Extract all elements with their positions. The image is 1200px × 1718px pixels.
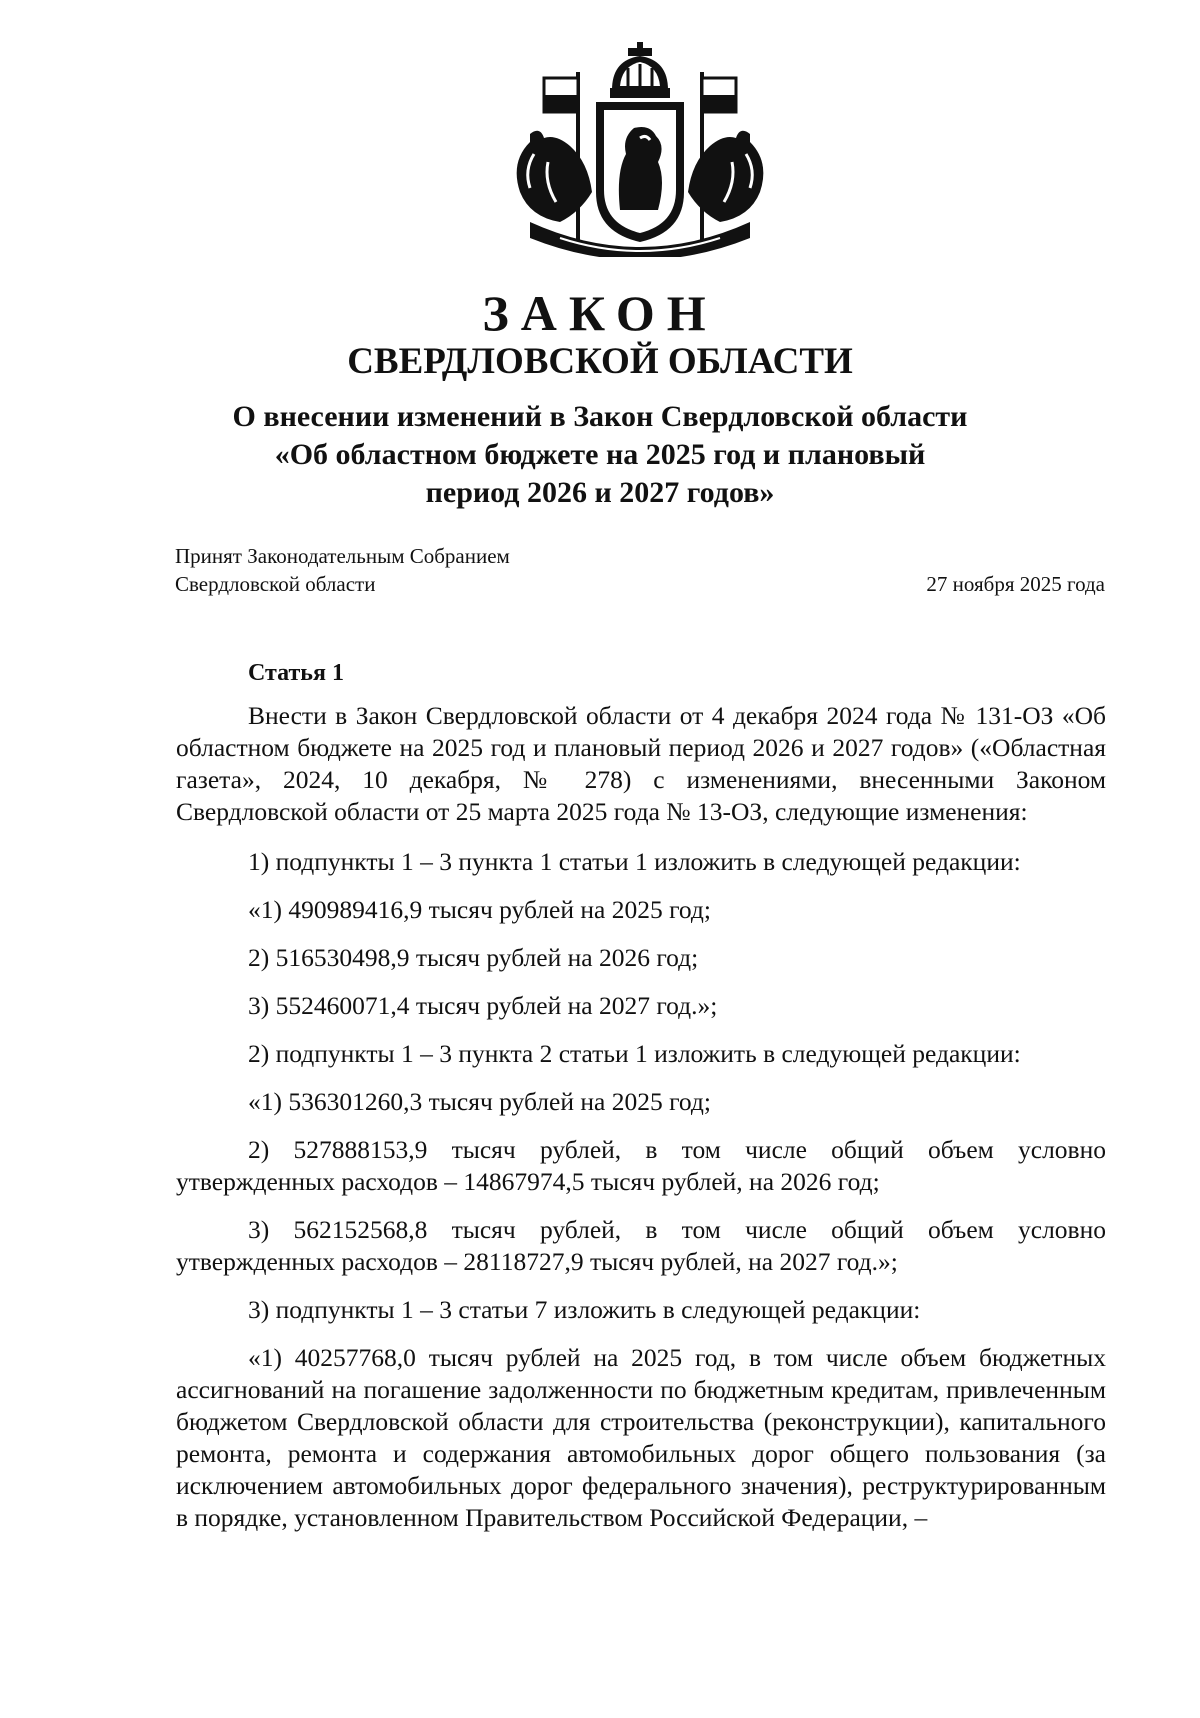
region-subtitle: СВЕРДЛОВСКОЙ ОБЛАСТИ <box>347 341 853 382</box>
paragraph: 2) подпункты 1 – 3 пункта 2 статьи 1 изложить в следующей редакции: <box>248 1039 1021 1068</box>
paragraph: 2) 516530498,9 тысяч рублей на 2026 год; <box>248 943 699 972</box>
shield-icon <box>596 102 684 242</box>
coat-of-arms-emblem <box>500 42 780 257</box>
paragraph: «1) 490989416,9 тысяч рублей на 2025 год; <box>248 895 711 924</box>
adoption-date: 27 ноября 2025 года <box>926 572 1105 596</box>
paragraph: 3) 552460071,4 тысяч рублей на 2027 год.»; <box>248 991 718 1020</box>
paragraph: «1) 40257768,0 тысяч рублей на 2025 год, в том числе объем бюджетных ассигнований на погашение задолженности по бюджетным кредитам, привлеченным бюджетом Свердловской области для строительства (реконструкции), капитального ремонта, ремонта и содержания автомобильных дорог общего пользования (за исключением автомобильных дорог федерального значения), реструктурированным в порядке, установленном Правительством Российской Федерации, – <box>176 1343 1106 1532</box>
paragraph: 3) подпункты 1 – 3 статьи 7 изложить в следующей редакции: <box>248 1295 921 1324</box>
paragraph: 1) подпункты 1 – 3 пункта 1 статьи 1 изложить в следующей редакции: <box>248 847 1021 876</box>
paragraph: Внести в Закон Свердловской области от 4 декабря 2024 года № 131-ОЗ «Об областном бюджете на 2025 год и плановый период 2026 и 2027 годов» («Областная газета», 2024, 10 декабря, № 278) с изменениями, внесенными Законом Свердловской области от 25 марта 2025 года № 13-ОЗ, следующие изменения: <box>176 701 1106 826</box>
article-heading: Статья 1 <box>248 660 344 686</box>
right-griffin-icon <box>688 131 763 222</box>
crown-icon <box>610 42 670 98</box>
law-name-line: «Об областном бюджете на 2025 год и плановый <box>274 438 926 471</box>
paragraph: «1) 536301260,3 тысяч рублей на 2025 год; <box>248 1087 711 1116</box>
paragraph: 3) 562152568,8 тысяч рублей, в том числе общий объем условно утвержденных расходов – 28118727,9 тысяч рублей, на 2027 год.»; <box>176 1215 1106 1276</box>
article-body <box>176 700 1106 1550</box>
law-name-line: период 2026 и 2027 годов» <box>425 476 775 509</box>
paragraph: 2) 527888153,9 тысяч рублей, в том числе общий объем условно утвержденных расходов – 14867974,5 тысяч рублей, на 2026 год; <box>176 1135 1106 1196</box>
law-name <box>150 398 1050 512</box>
left-griffin-icon <box>517 131 592 222</box>
adoption-authority <box>175 542 510 598</box>
law-name-line: О внесении изменений в Закон Свердловской области <box>232 400 968 433</box>
adoption-line: Свердловской области <box>175 572 376 596</box>
adoption-line: Принят Законодательным Собранием <box>175 544 510 568</box>
law-title: ЗАКОН <box>482 285 718 341</box>
